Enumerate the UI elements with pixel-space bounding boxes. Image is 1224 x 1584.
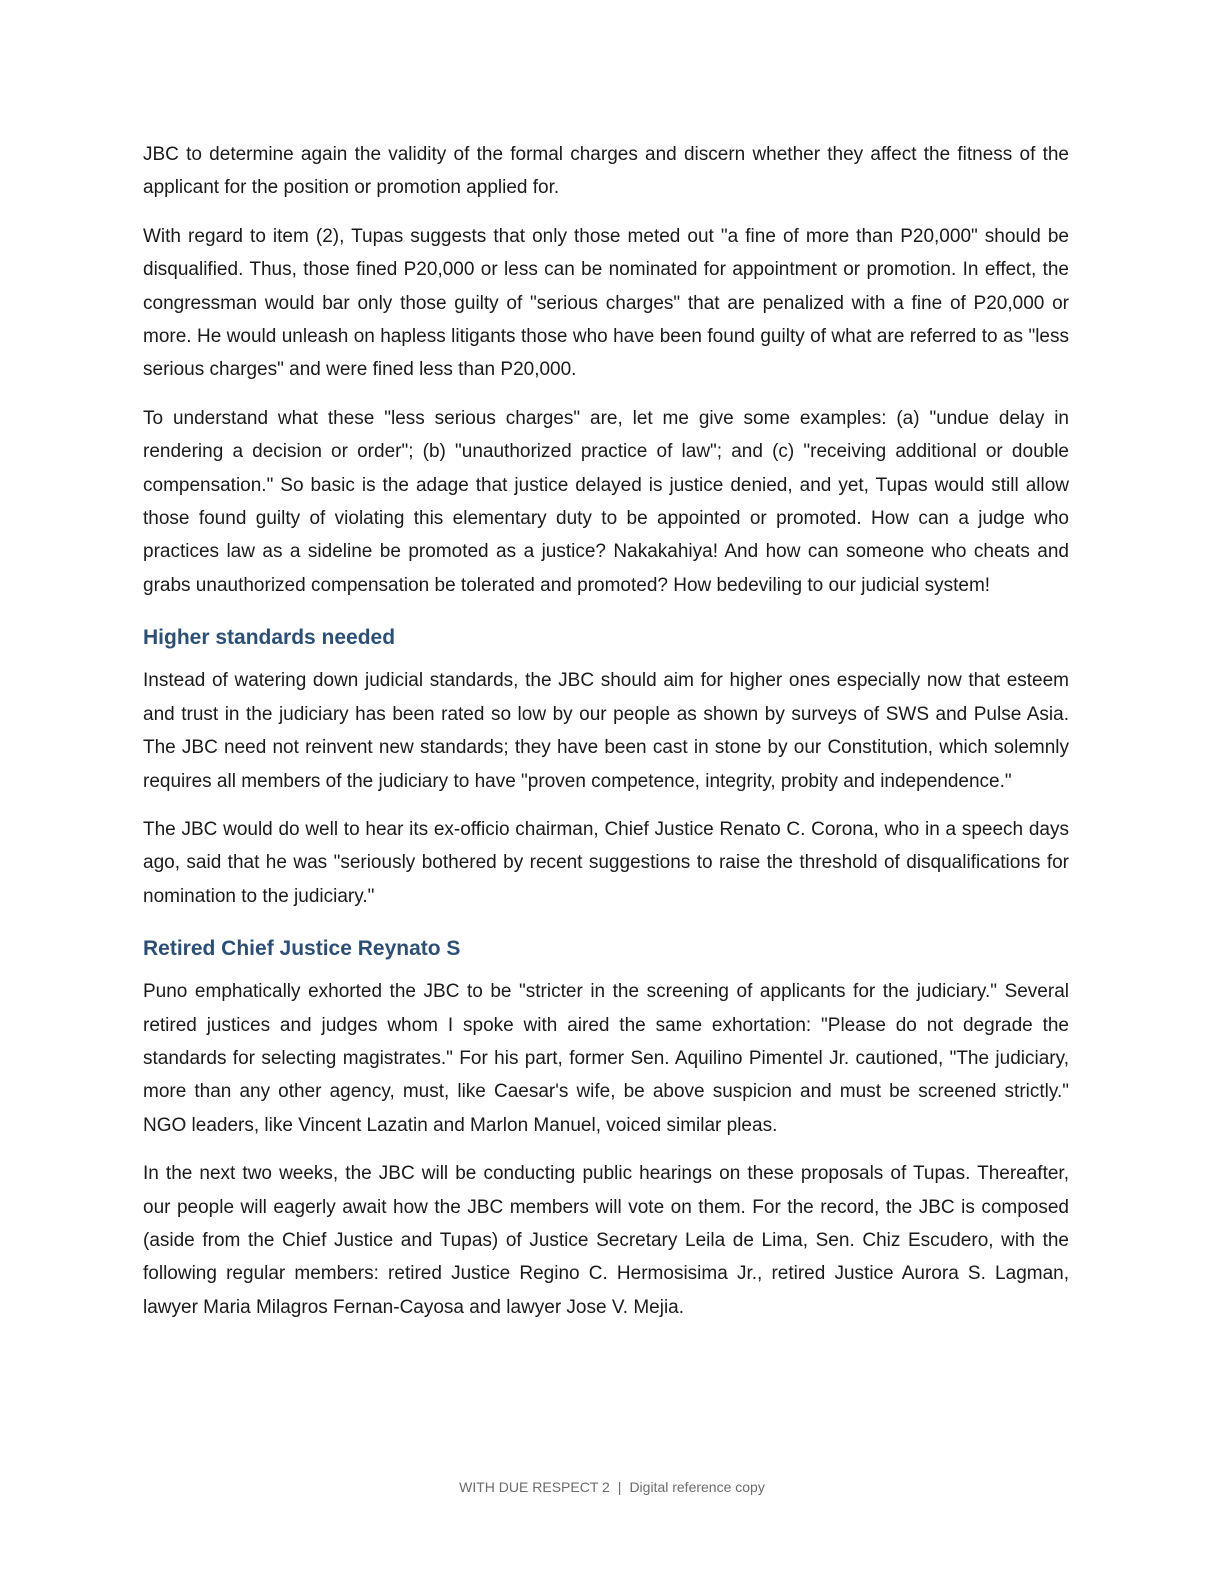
body-paragraph: The JBC would do well to hear its ex-officio chairman, Chief Justice Renato C. Corona, who in a speech days ago, said that he was "seriously bothered by recent suggestions to raise the threshold of disqualifications for nomination to the judiciary." bbox=[143, 818, 1069, 907]
section-heading: Higher standards needed bbox=[143, 626, 396, 650]
page-footer bbox=[0, 1479, 1224, 1495]
document-body bbox=[143, 138, 1069, 1339]
footer-separator: | bbox=[617, 1479, 622, 1495]
footer-running-title: WITH DUE RESPECT 2 bbox=[459, 1479, 610, 1495]
body-paragraph: Puno emphatically exhorted the JBC to be "stricter in the screening of applicants for the judiciary." Several retired justices and judges whom I spoke with aired the same exhortation: "Please do not degrade the standards for selecting magistrates." For his part, former Sen. Aquilino Pimentel Jr. cautioned, "The judiciary, more than any other agency, must, like Caesar's wife, be above suspicion and must be screened strictly." NGO leaders, like Vincent Lazatin and Marlon Manuel, voiced similar pleas. bbox=[143, 981, 1069, 1136]
footer-note: Digital reference copy bbox=[629, 1479, 765, 1495]
body-paragraph: In the next two weeks, the JBC will be conducting public hearings on these proposals of Tupas. Thereafter, our people will eagerly await how the JBC members will vote on them. For the record, the JBC is composed (aside from the Chief Justice and Tupas) of Justice Secretary Leila de Lima, Sen. Chiz Escudero, with the following regular members: retired Justice Regino C. Hermosisima Jr., retired Justice Aurora S. Lagman, lawyer Maria Milagros Fernan-Cayosa and lawyer Jose V. Mejia. bbox=[143, 1163, 1069, 1318]
body-paragraph: With regard to item (2), Tupas suggests that only those meted out "a fine of more than P20,000" should be disqualified. Thus, those fined P20,000 or less can be nominated for appointment or promotion. In effect, the congressman would bar only those guilty of "serious charges" that are penalized with a fine of P20,000 or more. He would unleash on hapless litigants those who have been found guilty of what are referred to as "less serious charges" and were fined less than P20,000. bbox=[143, 225, 1069, 381]
body-paragraph: JBC to determine again the validity of the formal charges and discern whether they affect the fitness of the applicant for the position or promotion applied for. bbox=[143, 144, 1069, 199]
body-paragraph: To understand what these "less serious charges" are, let me give some examples: (a) "undue delay in rendering a decision or order"; (b) "unauthorized practice of law"; and (c) "receiving additional or double compensation." So basic is the adage that justice delayed is justice denied, and yet, Tupas would still allow those found guilty of violating this elementary duty to be appointed or promoted. How can a judge who practices law as a sideline be promoted as a justice? Nakakahiya! And how can someone who cheats and grabs unauthorized compensation be tolerated and promoted? How bedeviling to our judicial system! bbox=[143, 407, 1069, 596]
body-paragraph: Instead of watering down judicial standards, the JBC should aim for higher ones especially now that esteem and trust in the judiciary has been rated so low by our people as shown by surveys of SWS and Pulse Asia. The JBC need not reinvent new standards; they have been cast in stone by our Constitution, which solemnly requires all members of the judiciary to have "proven competence, integrity, probity and independence." bbox=[143, 670, 1069, 792]
section-heading: Retired Chief Justice Reynato S bbox=[143, 937, 461, 961]
